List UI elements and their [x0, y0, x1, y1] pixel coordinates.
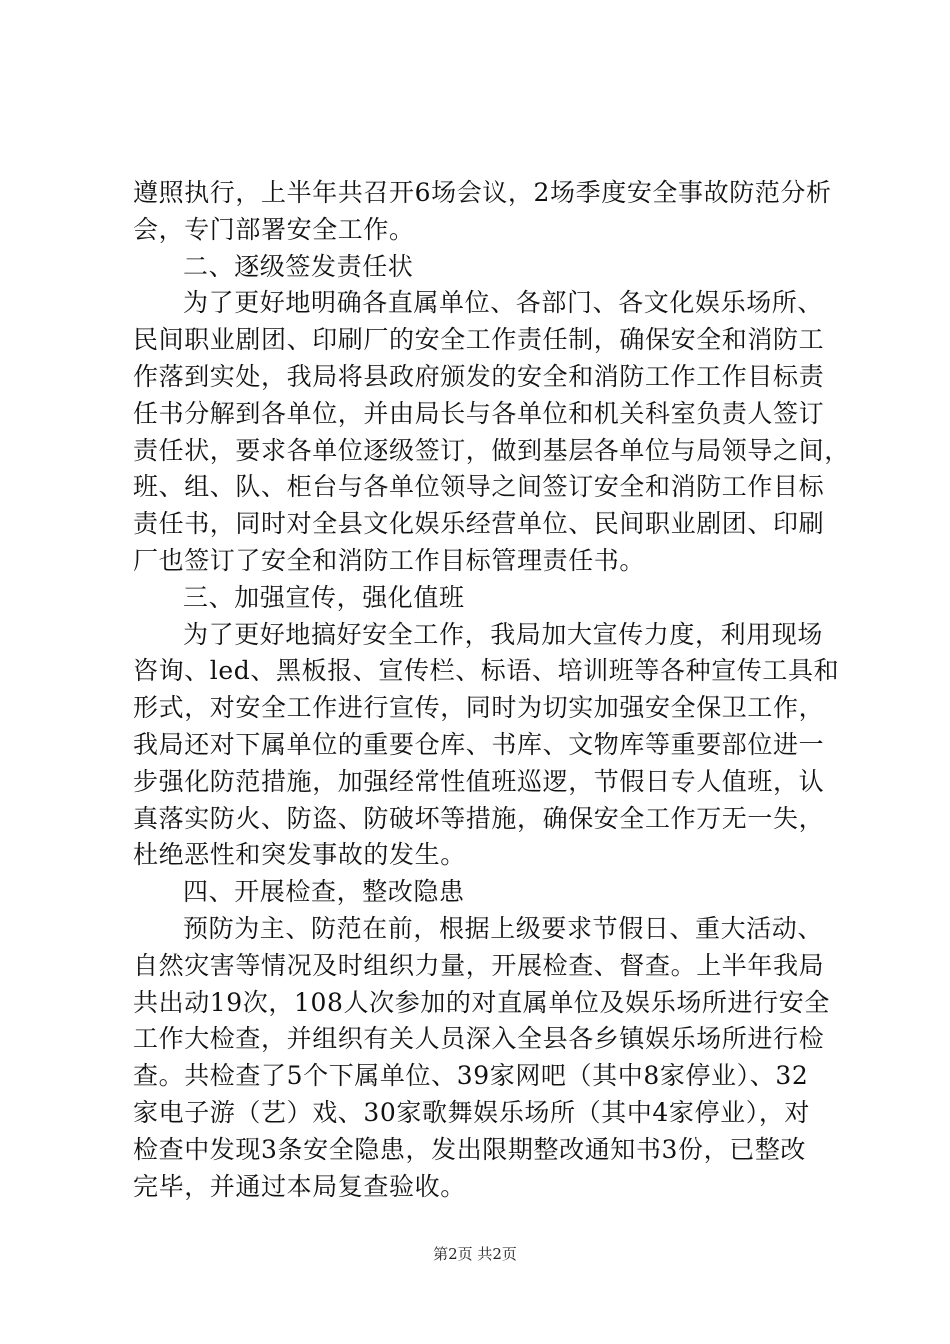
text-line: 责任状，要求各单位逐级签订，做到基层各单位与局领导之间， — [133, 435, 850, 465]
text-line: 为了更好地明确各直属单位、各部门、各文化娱乐场所、 — [183, 288, 824, 318]
text-line: 杜绝恶性和突发事故的发生。 — [133, 840, 466, 870]
text-line: 会，专门部署安全工作。 — [133, 214, 415, 244]
text-line: 作落到实处，我局将县政府颁发的安全和消防工作工作目标责 — [133, 361, 825, 391]
text-line: 三、加强宣传，强化值班 — [183, 582, 465, 612]
text-line: 步强化防范措施，加强经常性值班巡逻，节假日专人值班，认 — [133, 766, 825, 796]
text-line: 工作大检查，并组织有关人员深入全县各乡镇娱乐场所进行检 — [133, 1024, 825, 1054]
text-line: 预防为主、防范在前，根据上级要求节假日、重大活动、 — [183, 913, 824, 943]
text-line: 班、组、队、柜台与各单位领导之间签订安全和消防工作目标 — [133, 472, 825, 502]
text-line: 形式，对安全工作进行宣传，同时为切实加强安全保卫工作， — [133, 693, 825, 723]
text-line: 任书分解到各单位，并由局长与各单位和机关科室负责人签订 — [133, 398, 825, 428]
text-line: 检查中发现3条安全隐患，发出限期整改通知书3份，已整改 — [133, 1134, 807, 1164]
text-line: 家电子游（艺）戏、30家歌舞娱乐场所（其中4家停业），对 — [133, 1097, 811, 1127]
text-line: 查。共检查了5个下属单位、39家网吧（其中8家停业）、32 — [133, 1061, 809, 1091]
text-line: 民间职业剧团、印刷厂的安全工作责任制，确保安全和消防工 — [133, 325, 825, 355]
text-line: 完毕，并通过本局复查验收。 — [133, 1171, 466, 1201]
text-line: 遵照执行，上半年共召开6场会议，2场季度安全事故防范分析 — [133, 178, 832, 207]
text-line: 咨询、led、黑板报、宣传栏、标语、培训班等各种宣传工具和 — [133, 656, 840, 686]
text-line: 为了更好地搞好安全工作，我局加大宣传力度，利用现场 — [183, 619, 824, 649]
page-footer: 第2页 共2页 — [433, 1245, 517, 1263]
text-line: 二、逐级签发责任状 — [183, 251, 414, 281]
text-line: 四、开展检查，整改隐患 — [183, 877, 465, 907]
text-line: 厂也签订了安全和消防工作目标管理责任书。 — [133, 545, 646, 575]
text-line: 我局还对下属单位的重要仓库、书库、文物库等重要部位进一 — [133, 729, 825, 759]
text-line: 真落实防火、防盗、防破坏等措施，确保安全工作万无一失， — [133, 803, 825, 833]
text-line: 自然灾害等情况及时组织力量，开展检查、督查。上半年我局 — [133, 950, 825, 980]
text-line: 责任书，同时对全县文化娱乐经营单位、民间职业剧团、印刷 — [133, 509, 825, 539]
document-body — [133, 175, 850, 1205]
text-line: 共出动19次，108人次参加的对直属单位及娱乐场所进行安全 — [133, 987, 830, 1017]
